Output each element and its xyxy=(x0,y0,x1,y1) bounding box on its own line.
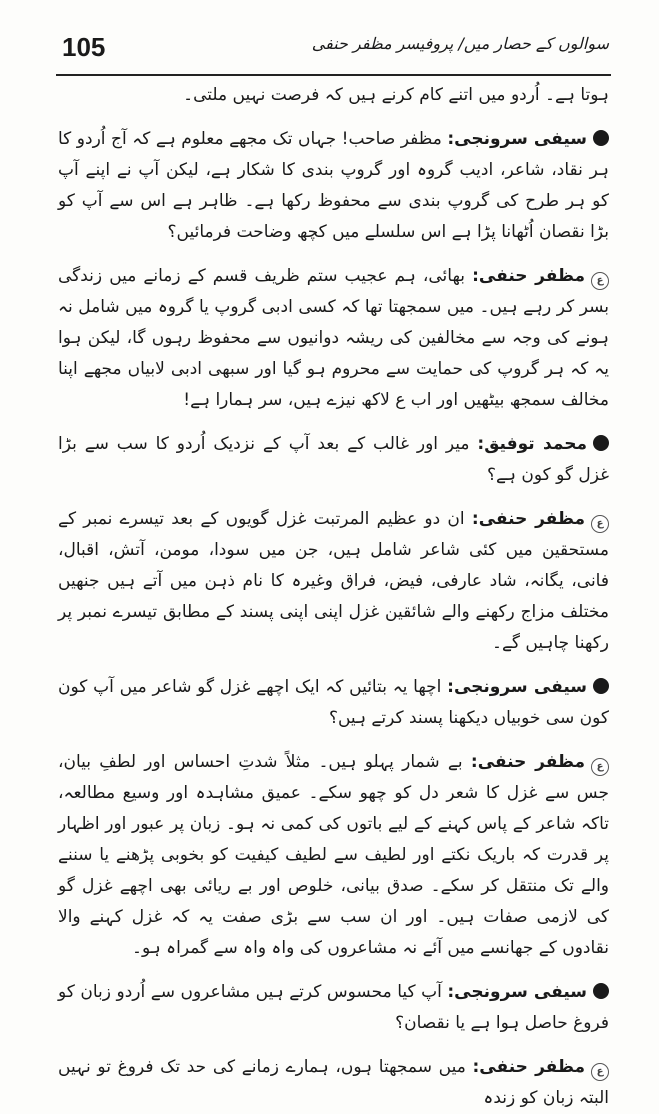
answer-paragraph xyxy=(58,261,609,416)
paragraph-text: ان دو عظیم المرتبت غزل گویوں کے بعد تیسرے نمبر کے مستحقین میں کئی شاعر شامل ہیں، جن میں سودا، مومن، آتش، اقبال، فانی، یگانہ، شاد عارفی، فیض، فراق وغیرہ کا نام ذہن میں آتے ہیں جنھیں مختلف مزاج رکھنے والے شائقین غزل اپنی اپنی پسند کے مطابق تیسرے نمبر پر رکھنا چاہیں گے۔ xyxy=(58,509,609,653)
paragraph-text: ہوتا ہے۔ اُردو میں اتنے کام کرنے ہیں کہ فرصت نہیں ملتی۔ xyxy=(183,85,609,105)
paragraph-text: بھائی، ہم عجیب ستم ظریف قسم کے زمانے میں زندگی بسر کر رہے ہیں۔ میں سمجھتا تھا کہ کسی ادبی گروپ یا گروہ میں شامل نہ ہونے کی وجہ سے مخالفین کی ریشہ دوانیوں سے محفوظ رہوں گا، لیکن ہوا یہ کہ ہر گروپ کی حمایت سے محروم ہو گیا اور سبھی ادبی لابیاں مجھے اپنا مخالف سمجھ بیٹھیں اور اب ع لاکھ نیزے ہیں، سر ہمارا ہے! xyxy=(58,266,609,410)
question-paragraph xyxy=(58,124,609,248)
page-number: 105 xyxy=(62,32,106,62)
answer-ain-icon: ع xyxy=(591,272,609,290)
speaker-name: سیفی سرونجی: xyxy=(447,982,587,1002)
question-bullet-icon xyxy=(593,678,609,694)
page-header xyxy=(56,26,611,76)
speaker-name: سیفی سرونجی: xyxy=(447,129,587,149)
question-bullet-icon xyxy=(593,983,609,999)
question-paragraph xyxy=(58,429,609,491)
speaker-name: محمد توفیق: xyxy=(477,434,588,454)
speaker-name: مظفر حنفی: xyxy=(470,752,586,772)
answer-paragraph xyxy=(58,1052,609,1114)
paragraph-text: اچھا یہ بتائیں کہ ایک اچھے غزل گو شاعر میں آپ کون کون سی خوبیاں دیکھنا پسند کرتے ہیں؟ xyxy=(58,677,609,728)
answer-paragraph xyxy=(58,747,609,964)
answer-ain-icon: ع xyxy=(591,1063,609,1081)
speaker-name: مظفر حنفی: xyxy=(472,1057,585,1077)
continuation-paragraph xyxy=(58,80,609,111)
interview-text xyxy=(58,80,609,1108)
answer-ain-icon: ع xyxy=(591,758,609,776)
answer-paragraph xyxy=(58,504,609,659)
question-paragraph xyxy=(58,977,609,1039)
question-bullet-icon xyxy=(593,435,609,451)
running-title: سوالوں کے حصار میں/ پروفیسر مظفر حنفی xyxy=(311,34,609,53)
paragraph-text: میں سمجھتا ہوں، ہمارے زمانے کی حد تک فروغ تو نہیں البتہ زبان کو زندہ xyxy=(58,1057,609,1108)
answer-ain-icon: ع xyxy=(591,515,609,533)
paragraph-text: میر اور غالب کے بعد آپ کے نزدیک اُردو کا سب سے بڑا غزل گو کون ہے؟ xyxy=(58,434,609,485)
question-bullet-icon xyxy=(593,130,609,146)
paragraph-text: مظفر صاحب! جہاں تک مجھے معلوم ہے کہ آج اُردو کا ہر نقاد، شاعر، ادیب گروہ اور گروپ بندی کا شکار ہے، لیکن آپ نے اپنے آپ کو ہر طرح کی گروپ بندی سے محفوظ رکھا ہے۔ ظاہر ہے اس سے آپ کو بڑا نقصان اُٹھانا پڑا ہے اس سلسلے میں کچھ وضاحت فرمائیں؟ xyxy=(58,129,609,242)
paragraph-text: آپ کیا محسوس کرتے ہیں مشاعروں سے اُردو زبان کو فروغ حاصل ہوا ہے یا نقصان؟ xyxy=(58,982,609,1033)
speaker-name: مظفر حنفی: xyxy=(472,266,586,286)
speaker-name: مظفر حنفی: xyxy=(471,509,585,529)
question-paragraph xyxy=(58,672,609,734)
speaker-name: سیفی سرونجی: xyxy=(447,677,587,697)
paragraph-text: بے شمار پہلو ہیں۔ مثلاً شدتِ احساس اور لطفِ بیان، جس سے غزل کا شعر دل کو چھو سکے۔ عمیق مشاہدہ اور وسیع مطالعہ، تاکہ شاعر کے پاس کہنے کے لیے باتوں کی کمی نہ ہو۔ زبان پر عبور اور اظہار پر قدرت کہ باریک نکتے اور لطیف سے لطیف کیفیت کو بخوبی پڑھنے یا سننے والے تک منتقل کر سکے۔ صدق بیانی، خلوص اور بے ریائی بھی اچھے غزل گو کی لازمی صفات ہیں۔ اور ان سب سے بڑی صفت یہ کہ غزل کہنے والا نقادوں کے جھانسے میں آئے نہ مشاعروں کی واہ واہ سے گمراہ ہو۔ xyxy=(58,752,609,958)
